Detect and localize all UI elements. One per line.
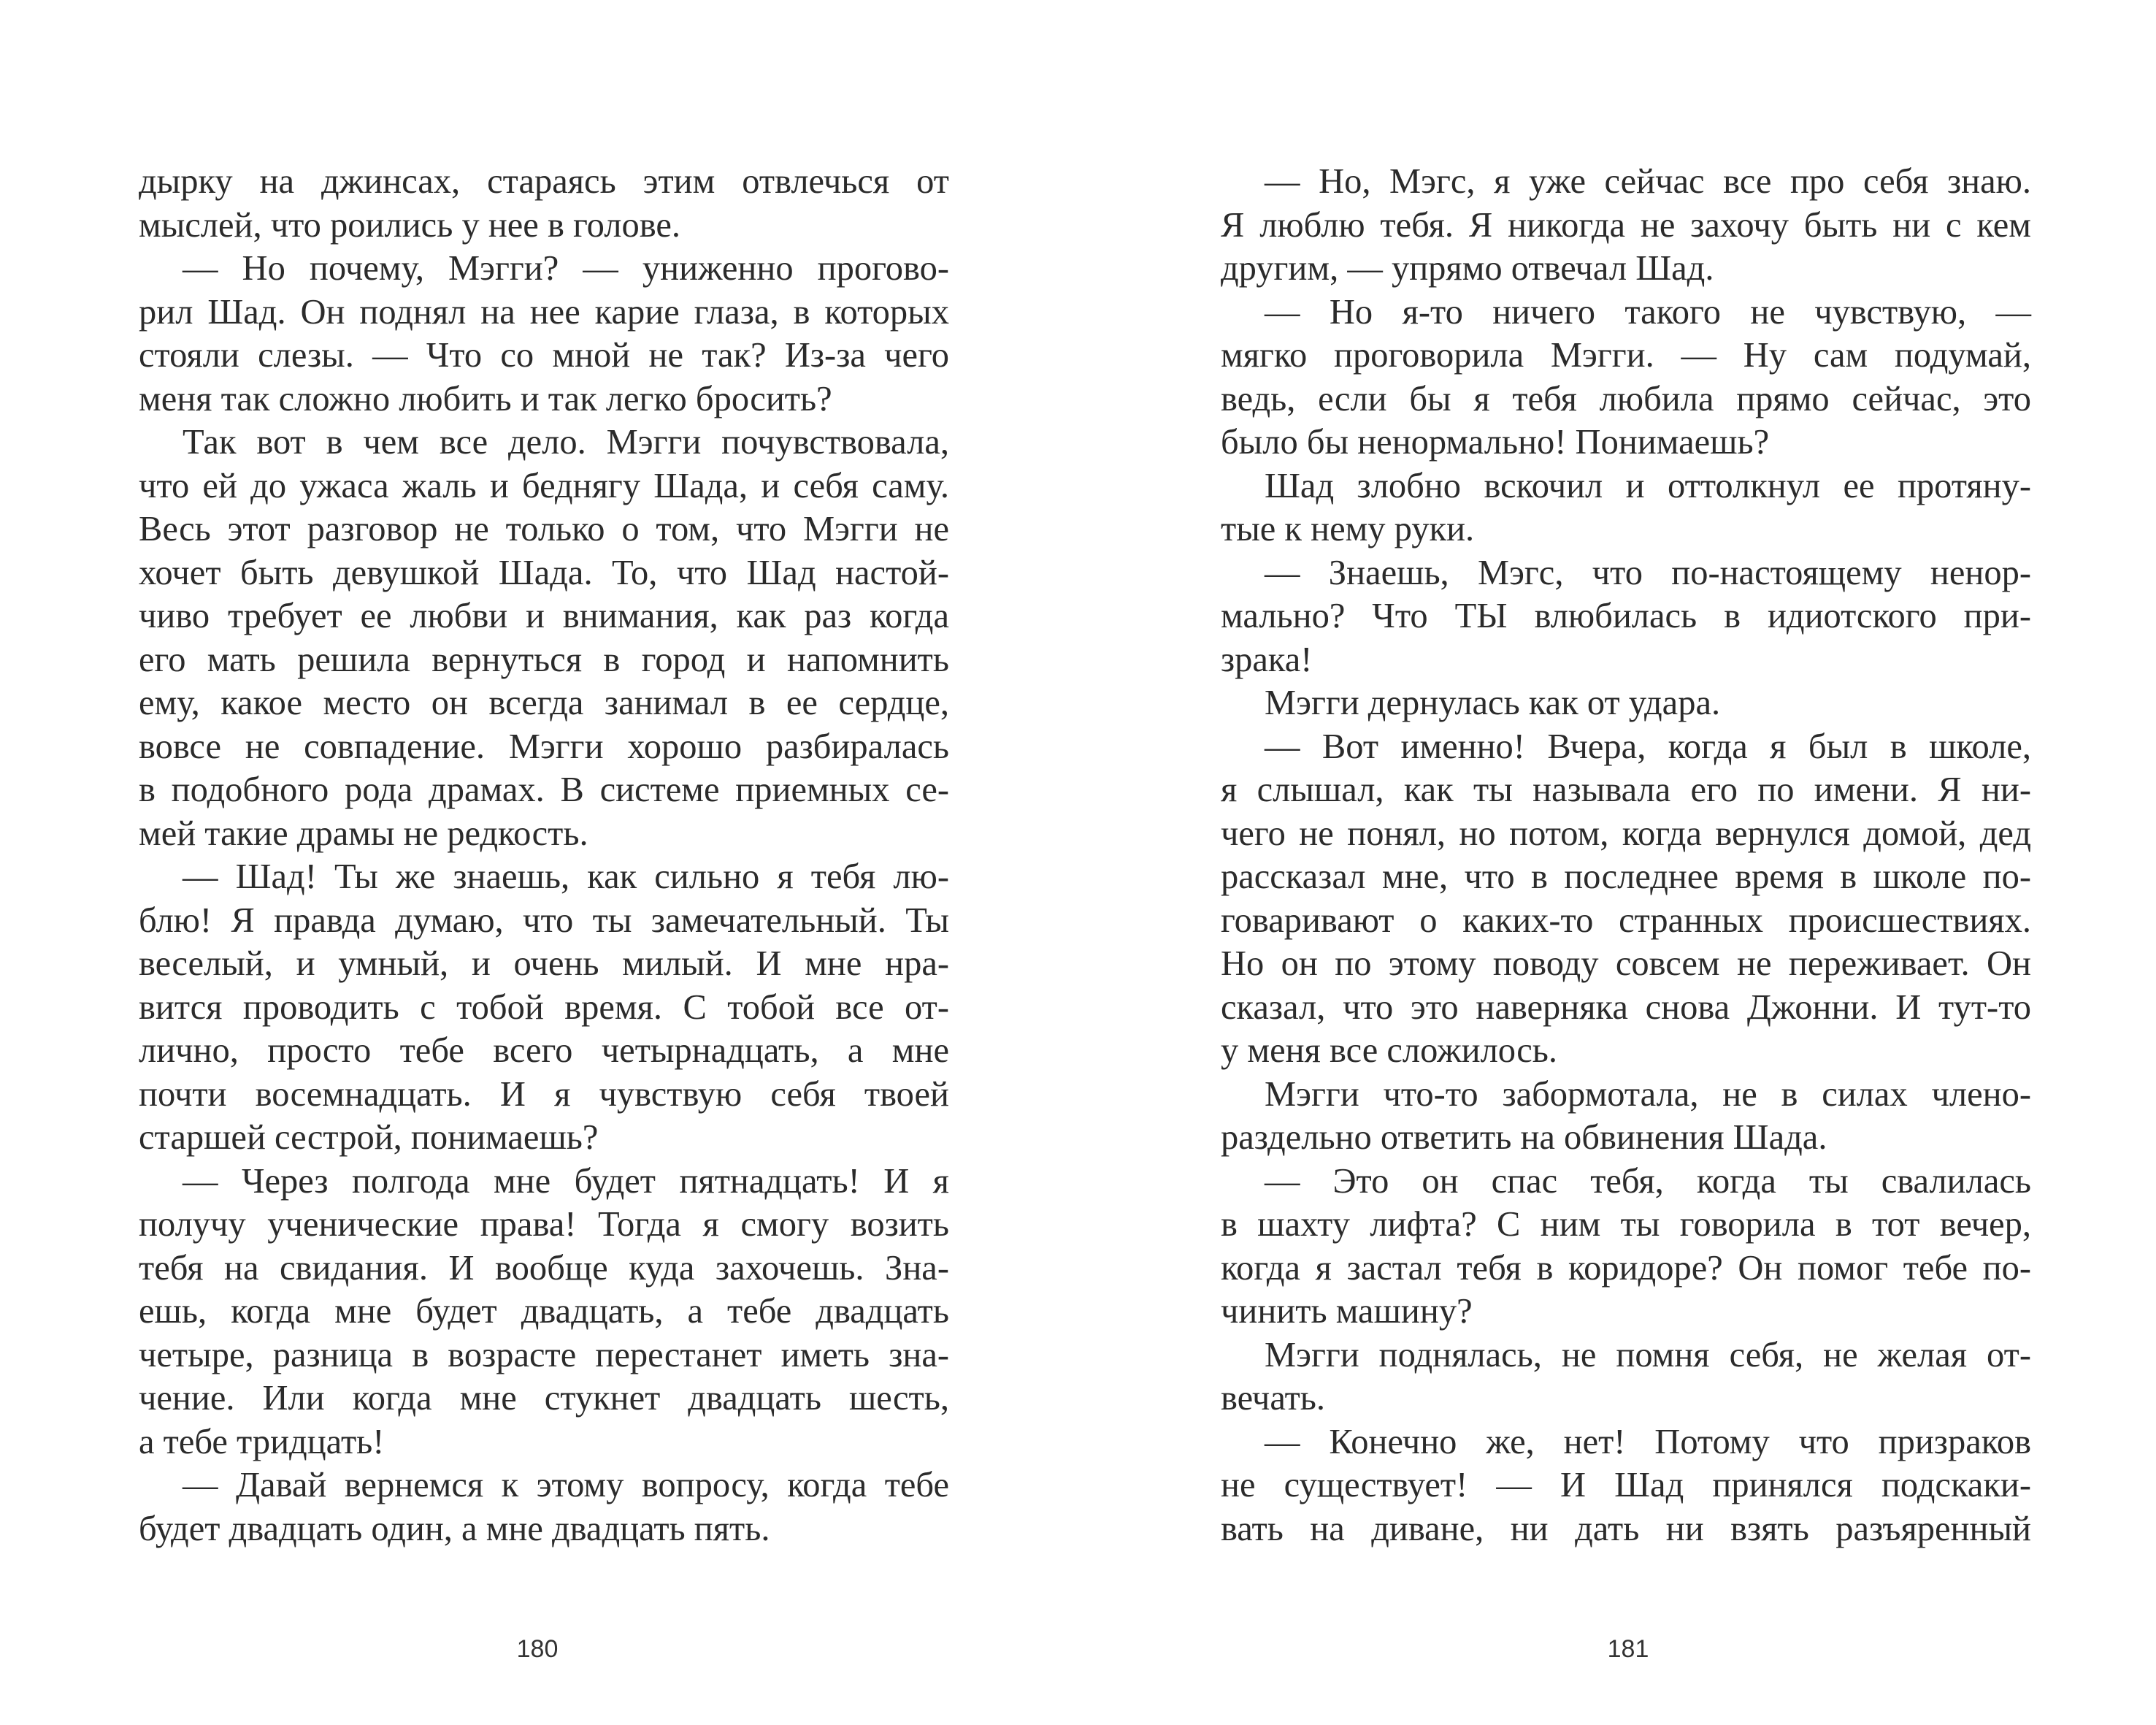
text-line: — Конечно же, нет! Потому что призраков xyxy=(1265,1422,2031,1461)
text-line: — Но я-то ничего такого не чувствую, — xyxy=(1265,292,2031,332)
text-line: мягко проговорила Мэгги. — Ну сам подумай, xyxy=(1221,336,2031,375)
text-line: а тебе тридцать! xyxy=(139,1422,385,1461)
text-line: чение. Или когда мне стукнет двадцать шесть, xyxy=(139,1379,949,1418)
text-line: старшей сестрой, понимаешь? xyxy=(139,1118,599,1157)
text-line: — Но, Мэгс, я уже сейчас все про себя знаю. xyxy=(1265,162,2031,201)
text-line: ведь, если бы я тебя любила прямо сейчас, это xyxy=(1221,379,2031,418)
text-line: другим, — упрямо отвечал Шад. xyxy=(1221,249,1714,288)
text-line: говаривают о каких-то странных происшествиях. xyxy=(1221,900,2031,940)
text-line: — Давай вернемся к этому вопросу, когда тебе xyxy=(183,1466,949,1504)
text-line: зрака! xyxy=(1221,640,1313,679)
text-line: мыслей, что роились у нее в голове. xyxy=(139,205,680,245)
right-page xyxy=(1078,0,2156,1725)
text-line: в подобного рода драмах. В системе приемных се- xyxy=(139,770,949,809)
text-line: тебя на свидания. И вообще куда захочешь. Зна- xyxy=(139,1248,949,1288)
text-line: у меня все сложилось. xyxy=(1221,1031,1558,1070)
text-line: чего не понял, но потом, когда вернулся домой, дед xyxy=(1221,814,2031,853)
text-line: — Вот именно! Вчера, когда я был в школе, xyxy=(1265,727,2031,766)
text-line: блю! Я правда думаю, что ты замечательный. Ты xyxy=(139,900,949,940)
page-number: 180 xyxy=(516,1635,559,1663)
text-line: меня так сложно любить и так легко бросить? xyxy=(139,379,832,418)
text-line: тые к нему руки. xyxy=(1221,510,1475,548)
text-line: рил Шад. Он поднял на нее карие глаза, в которых xyxy=(139,292,949,332)
text-line: вится проводить с тобой время. С тобой все от- xyxy=(139,987,949,1027)
text-line: я слышал, как ты называла его по имени. Я ни- xyxy=(1221,770,2031,809)
text-line: Я люблю тебя. Я никогда не захочу быть ни с кем xyxy=(1221,205,2031,245)
text-line: мей такие драмы не редкость. xyxy=(139,814,588,853)
text-line: ешь, когда мне будет двадцать, а тебе двадцать xyxy=(139,1292,949,1331)
text-line: Весь этот разговор не только о том, что Мэгги не xyxy=(139,510,949,548)
text-line: — Но почему, Мэгги? — униженно прогово- xyxy=(183,249,949,288)
text-line: — Знаешь, Мэгс, что по-настоящему ненор- xyxy=(1265,553,2031,592)
text-line: четыре, разница в возрасте перестанет иметь зна- xyxy=(139,1335,949,1374)
text-line: чиво требует ее любви и внимания, как раз когда xyxy=(139,597,949,635)
text-line: — Это он спас тебя, когда ты свалилась xyxy=(1265,1161,2031,1201)
text-line: было бы ненормально! Понимаешь? xyxy=(1221,423,1770,462)
text-line: лично, просто тебе всего четырнадцать, а мне xyxy=(139,1031,949,1070)
text-line: не существует! — И Шад принялся подскаки- xyxy=(1221,1466,2031,1504)
text-line: Мэгги что-то забормотала, не в силах члено- xyxy=(1265,1074,2031,1114)
left-page-text xyxy=(139,160,949,1550)
text-line: — Через полгода мне будет пятнадцать! И я xyxy=(183,1161,949,1201)
text-line: сказал, что это наверняка снова Джонни. И тут-то xyxy=(1221,987,2031,1027)
text-line: Мэгги дернулась как от удара. xyxy=(1265,684,1721,722)
text-line: Шад злобно вскочил и оттолкнул ее протяну- xyxy=(1265,466,2031,505)
text-line: ему, какое место он всегда занимал в ее сердце, xyxy=(139,684,949,722)
right-page-text xyxy=(1221,160,2031,1550)
text-line: что ей до ужаса жаль и беднягу Шада, и себя саму. xyxy=(139,466,949,505)
text-line: будет двадцать один, а мне двадцать пять. xyxy=(139,1509,770,1548)
text-line: в шахту лифта? С ним ты говорила в тот вечер, xyxy=(1221,1205,2031,1244)
text-line: вовсе не совпадение. Мэгги хорошо разбиралась xyxy=(139,727,949,766)
text-line: чинить машину? xyxy=(1221,1292,1473,1331)
text-line: мально? Что ТЫ влюбилась в идиотского при- xyxy=(1221,597,2031,635)
text-line: вать на диване, ни дать ни взять разъяренный xyxy=(1221,1509,2031,1548)
text-line: раздельно ответить на обвинения Шада. xyxy=(1221,1118,1827,1157)
text-line: его мать решила вернуться в город и напомнить xyxy=(139,640,949,679)
text-line: Так вот в чем все дело. Мэгги почувствовала, xyxy=(183,423,949,462)
text-line: хочет быть девушкой Шада. То, что Шад настой- xyxy=(139,553,949,592)
text-line: Но он по этому поводу совсем не переживает. Он xyxy=(1221,944,2031,983)
text-line: когда я застал тебя в коридоре? Он помог тебе по- xyxy=(1221,1248,2031,1288)
text-line: веселый, и умный, и очень милый. И мне нра- xyxy=(139,944,949,983)
text-line: дырку на джинсах, стараясь этим отвлечься от xyxy=(139,162,949,201)
page-number: 181 xyxy=(1607,1635,1649,1663)
text-line: почти восемнадцать. И я чувствую себя твоей xyxy=(139,1074,949,1114)
text-line: — Шад! Ты же знаешь, как сильно я тебя лю- xyxy=(183,857,949,896)
text-line: вечать. xyxy=(1221,1379,1326,1418)
text-line: рассказал мне, что в последнее время в школе по- xyxy=(1221,857,2031,896)
text-line: Мэгги поднялась, не помня себя, не желая от- xyxy=(1265,1335,2031,1374)
text-line: получу ученические права! Тогда я смогу возить xyxy=(139,1205,949,1244)
text-line: стояли слезы. — Что со мной не так? Из-за чего xyxy=(139,336,949,375)
